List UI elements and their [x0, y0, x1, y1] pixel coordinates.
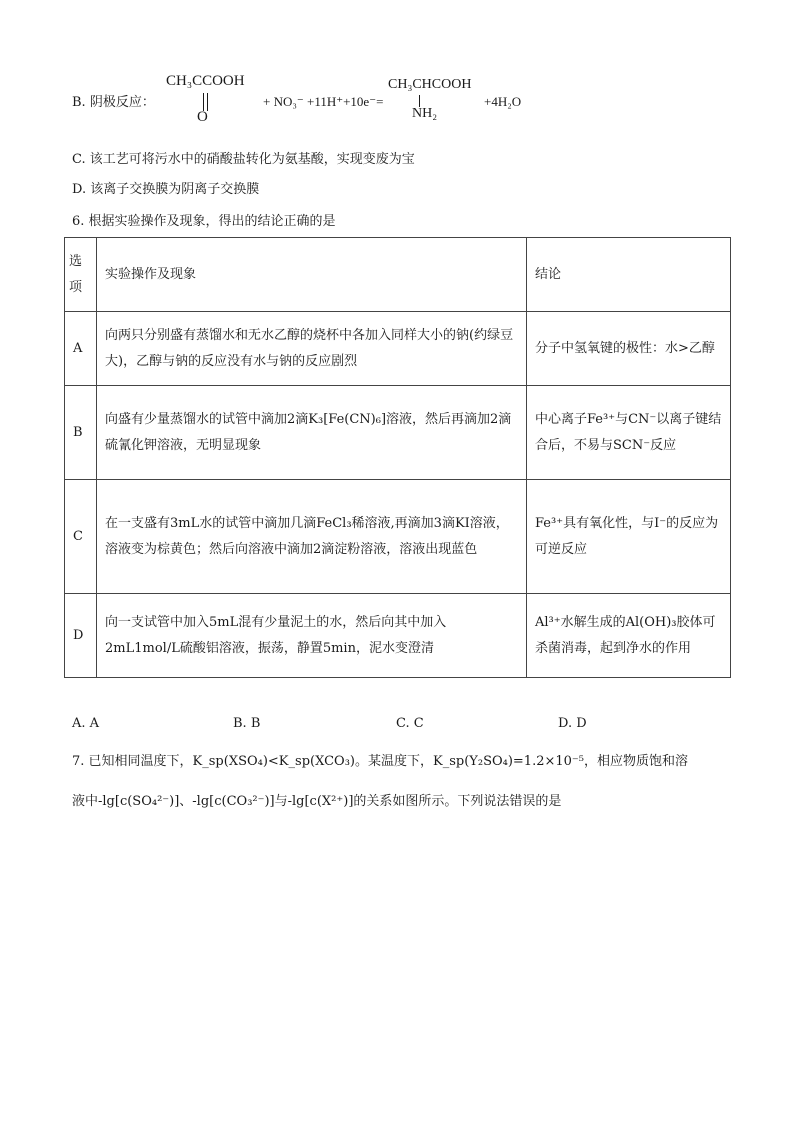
q7-stem-line2: 液中-lg[c(SO₄²⁻)]、-lg[c(CO₃²⁻)]与-lg[c(X²⁺)]的关系如图所示。下列说法错误的是: [72, 794, 562, 809]
row-option: B: [65, 386, 97, 480]
row-operation: 向盛有少量蒸馏水的试管中滴加2滴K₃[Fe(CN)₆]溶液，然后再滴加2滴硫氰化钾溶液，无明显现象: [97, 386, 527, 480]
q6-choice-a: A. A: [72, 716, 100, 731]
table-row: [65, 312, 731, 386]
table-row: [65, 480, 731, 594]
product-amine: NH₂: [412, 106, 438, 121]
reactant-oxygen: O: [197, 109, 208, 125]
q6-choice-b: B. B: [233, 716, 261, 731]
table-row: [65, 594, 731, 678]
q6-table: [64, 237, 731, 678]
header-operation: 实验操作及现象: [97, 238, 527, 312]
table-row: [65, 386, 731, 480]
row-option: C: [65, 480, 97, 594]
header-option: 选项: [65, 238, 97, 312]
row-option: A: [65, 312, 97, 386]
header-conclusion: 结论: [527, 238, 731, 312]
q5b-label: B. 阴极反应：: [72, 95, 155, 110]
reaction-middle-terms: + NO₃⁻ +11H⁺+10e⁻=: [263, 94, 384, 109]
row-operation: 向两只分别盛有蒸馏水和无水乙醇的烧杯中各加入同样大小的钠(约绿豆大)，乙醇与钠的反应没有水与钠的反应剧烈: [97, 312, 527, 386]
row-operation: 向一支试管中加入5mL混有少量泥土的水，然后向其中加入2mL1mol/L硫酸铝溶液，振荡，静置5min，泥水变澄清: [97, 594, 527, 678]
q6-choice-c: C. C: [396, 716, 424, 731]
table-header-row: [65, 238, 731, 312]
q5-option-c: C. 该工艺可将污水中的硝酸盐转化为氨基酸，实现变废为宝: [72, 152, 415, 167]
row-conclusion: Al³⁺水解生成的Al(OH)₃胶体可杀菌消毒，起到净水的作用: [527, 594, 731, 678]
q6-stem: 6. 根据实验操作及现象，得出的结论正确的是: [72, 214, 336, 229]
row-conclusion: Fe³⁺具有氧化性，与I⁻的反应为可逆反应: [527, 480, 731, 594]
q5-option-d: D. 该离子交换膜为阴离子交换膜: [72, 182, 260, 197]
reactant-formula: CH₃CCOOH: [166, 73, 245, 89]
row-conclusion: 中心离子Fe³⁺与CN⁻以离子键结合后，不易与SCN⁻反应: [527, 386, 731, 480]
product-formula: CH₃CHCOOH: [388, 77, 472, 92]
q7-stem-line1: 7. 已知相同温度下，K_sp(XSO₄)<K_sp(XCO₃)。某温度下，K_sp(Y₂SO₄)=1.2×10⁻⁵，相应物质饱和溶: [72, 754, 688, 769]
row-conclusion: 分子中氢氧键的极性：水>乙醇: [527, 312, 731, 386]
q6-choice-d: D. D: [558, 716, 587, 731]
reaction-end-term: +4H₂O: [484, 94, 522, 109]
row-option: D: [65, 594, 97, 678]
row-operation: 在一支盛有3mL水的试管中滴加几滴FeCl₃稀溶液,再滴加3滴KI溶液，溶液变为棕黄色；然后向溶液中滴加2滴淀粉溶液，溶液出现蓝色: [97, 480, 527, 594]
